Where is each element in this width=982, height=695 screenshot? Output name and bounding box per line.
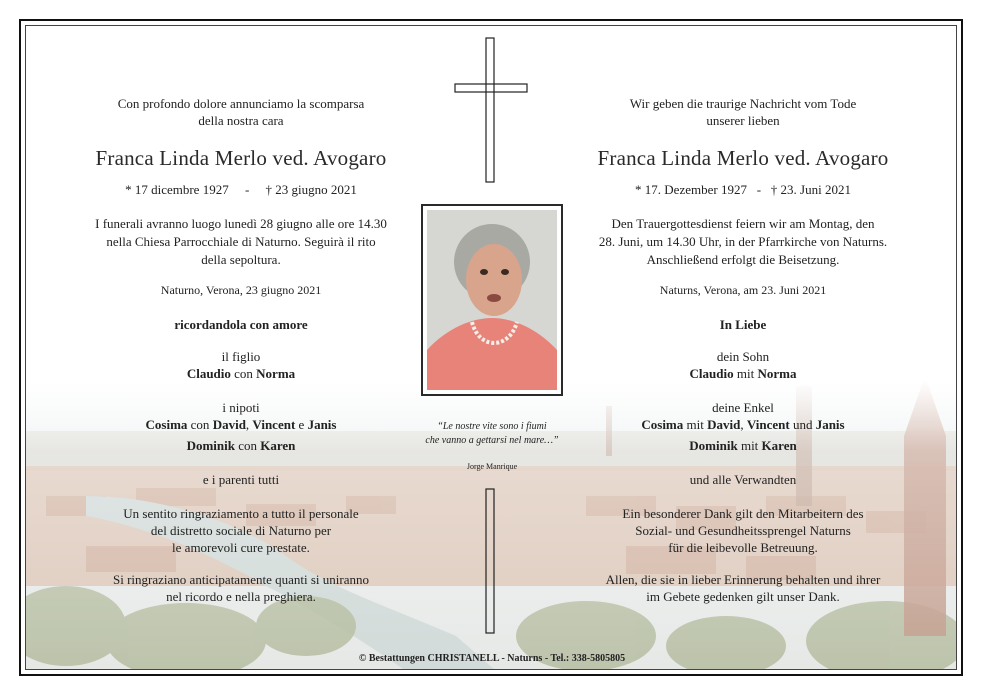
connector: mit [740, 438, 759, 453]
thanks-line: Un sentito ringraziamento a tutto il personale [123, 506, 359, 521]
son-line [26, 365, 456, 383]
relatives-line: und alle Verwandten [689, 472, 797, 487]
thanks-line: Sozial- und Gesundheitssprengel Naturns [635, 523, 851, 538]
birth-date: * 17 dicembre 1927 [125, 182, 229, 197]
birth-date: * 17. Dezember 1927 [635, 182, 747, 197]
deceased-name: Franca Linda Merlo ved. Avogaro [95, 146, 387, 170]
son-label: il figlio [221, 349, 261, 364]
funeral-line: I funerali avranno luogo lunedì 28 giugno alle ore 14.30 [95, 216, 387, 231]
thanks-line: le amorevoli cure prestate. [172, 540, 310, 555]
cross-icon [453, 36, 529, 184]
remembering-line: ricordandola con amore [174, 317, 308, 332]
grandchildren-line [528, 416, 957, 434]
thanks-line: del distretto sociale di Naturno per [150, 523, 332, 538]
relatives-line: e i parenti tutti [202, 472, 280, 487]
connector: con [234, 366, 253, 381]
comma: , [245, 417, 250, 432]
grandchildren-line [26, 416, 456, 434]
family-name: Dominik [186, 438, 235, 453]
family-name: Cosima [641, 417, 684, 432]
funeral-line: della sepoltura. [201, 252, 281, 267]
thanks-line: nel ricordo e nella preghiera. [166, 589, 316, 604]
family-name: Janis [815, 417, 845, 432]
family-name: Vincent [252, 417, 296, 432]
grandchildren-line [26, 437, 456, 455]
notice-card [25, 25, 957, 670]
family-name: David [212, 417, 246, 432]
funeral-line: nella Chiesa Parrocchiale di Naturno. Seguirà il rito [106, 234, 376, 249]
death-date: † 23 giugno 2021 [265, 182, 357, 197]
cross-base-icon [485, 488, 497, 634]
son-line [528, 365, 957, 383]
family-name: Norma [757, 366, 797, 381]
grandchildren-line [528, 437, 957, 455]
thanks-line: im Gebete gedenken gilt unser Dank. [646, 589, 840, 604]
family-name: Claudio [186, 366, 231, 381]
quote-line: “Le nostre vite sono i fiumi [437, 421, 547, 432]
date-separator: - [756, 182, 762, 197]
family-name: Norma [256, 366, 296, 381]
death-date: † 23. Juni 2021 [770, 182, 851, 197]
connector: con [238, 438, 258, 453]
son-label: dein Sohn [716, 349, 770, 364]
connector: und [792, 417, 813, 432]
remembering-line: In Liebe [719, 317, 767, 332]
place-date: Naturns, Verona, am 23. Juni 2021 [659, 283, 827, 297]
connector: e [298, 417, 305, 432]
family-name: Dominik [689, 438, 738, 453]
connector: con [190, 417, 210, 432]
intro-line: Wir geben die traurige Nachricht vom Tode [629, 96, 857, 111]
place-date: Naturno, Verona, 23 giugno 2021 [160, 283, 322, 297]
intro-line: unserer lieben [706, 113, 780, 128]
quote-author: Jorge Manrique [466, 462, 518, 471]
life-dates [26, 182, 456, 198]
connector: mit [686, 417, 704, 432]
intro-line: della nostra cara [198, 113, 284, 128]
life-dates [528, 182, 957, 198]
footer-credit: © Bestattungen CHRISTANELL - Naturns - Tel.: 338-5805805 [358, 653, 626, 664]
funeral-line: 28. Juni, um 14.30 Uhr, in der Pfarrkirche von Naturns. [598, 234, 888, 249]
thanks-line: für die leibevolle Betreuung. [668, 540, 818, 555]
family-name: David [707, 417, 741, 432]
funeral-line: Den Trauergottesdienst feiern wir am Montag, den [611, 216, 875, 231]
deceased-name: Franca Linda Merlo ved. Avogaro [597, 146, 889, 170]
family-name: Cosima [145, 417, 188, 432]
family-name: Claudio [689, 366, 734, 381]
thanks-line: Si ringraziano anticipatamente quanti si uniranno [113, 572, 369, 587]
family-name: Janis [307, 417, 337, 432]
family-name: Karen [260, 438, 296, 453]
connector: mit [736, 366, 755, 381]
date-separator: - [244, 182, 250, 197]
funeral-line: Anschließend erfolgt die Beisetzung. [646, 252, 840, 267]
family-name: Karen [761, 438, 797, 453]
grandchildren-label: deine Enkel [712, 400, 774, 415]
grandchildren-label: i nipoti [222, 400, 260, 415]
intro-line: Con profondo dolore annunciamo la scomparsa [117, 96, 365, 111]
thanks-line: Ein besonderer Dank gilt den Mitarbeitern des [622, 506, 864, 521]
family-name: Vincent [746, 417, 790, 432]
comma: , [740, 417, 744, 432]
thanks-line: Allen, die sie in lieber Erinnerung behalten und ihrer [605, 572, 881, 587]
quote-line: che vanno a gettarsi nel mare…” [425, 435, 559, 446]
